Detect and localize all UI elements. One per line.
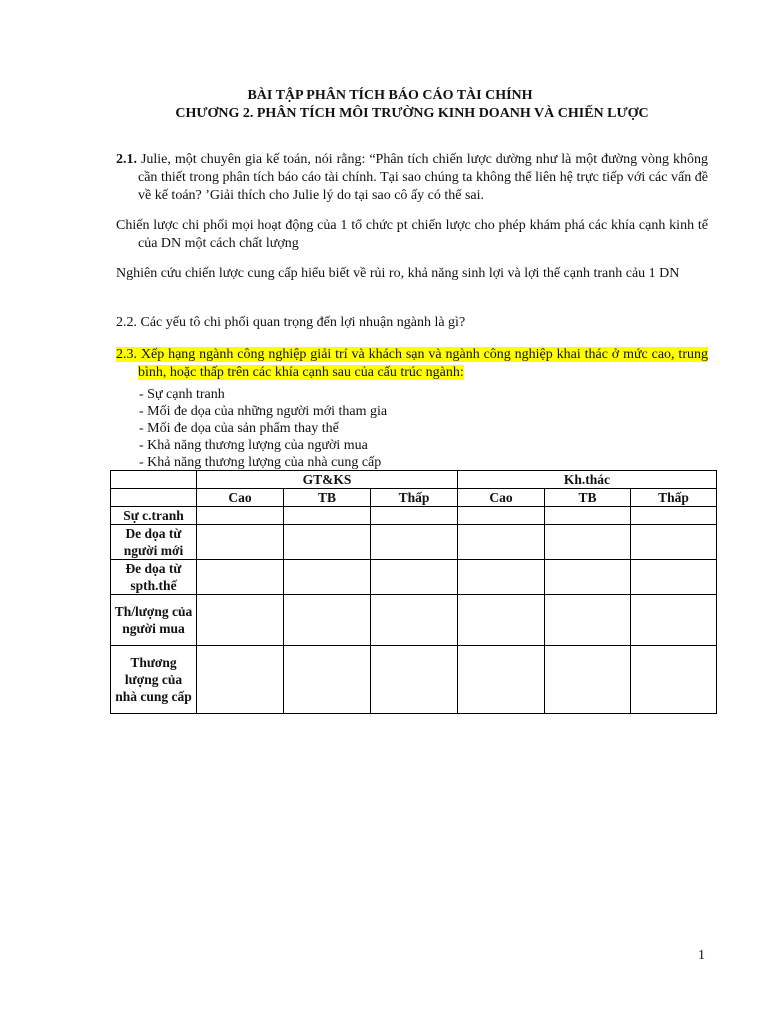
list-item: - Mối đe dọa của sản phẩm thay thế [139, 421, 339, 436]
table-corner-cell [111, 489, 197, 507]
table-cell [284, 507, 371, 525]
table-cell [284, 560, 371, 595]
table-row [111, 595, 717, 646]
table-cell [545, 560, 631, 595]
level-header: Thấp [631, 489, 717, 507]
table-cell [631, 525, 717, 560]
group-header-khthac: Kh.thác [458, 471, 717, 489]
level-header: TB [545, 489, 631, 507]
table-cell [371, 525, 458, 560]
question-2-1-number: 2.1. [116, 152, 137, 167]
chapter-title: CHƯƠNG 2. PHÂN TÍCH MÔI TRƯỜNG KINH DOANH VÀ CHIẾN LƯỢC [175, 106, 649, 121]
table-cell [631, 507, 717, 525]
table-cell [284, 525, 371, 560]
row-label: De dọa từ người mới [111, 525, 197, 560]
row-label: Th/lượng của người mua [111, 595, 197, 646]
question-2-2: 2.2. Các yếu tô chi phối quan trọng đến lợi nhuận ngành là gì? [116, 315, 466, 330]
table-cell [197, 595, 284, 646]
question-2-1 [116, 151, 708, 205]
table-cell [458, 525, 545, 560]
table-cell [284, 646, 371, 714]
table-subheader-row [111, 489, 717, 507]
table-row [111, 525, 717, 560]
table-header-row [111, 471, 717, 489]
list-item: - Mối đe dọa của những người mới tham gia [139, 404, 388, 419]
answer-paragraph-1 [116, 217, 708, 253]
group-header-gtks: GT&KS [197, 471, 458, 489]
table-cell [545, 595, 631, 646]
table-cell [197, 560, 284, 595]
table-cell [371, 507, 458, 525]
question-2-1-text: Julie, một chuyên gia kế toán, nói rằng: “Phân tích chiến lược dường như là một đường vòng không cần thiết trong phân tích báo cáo tài chính. Tại sao chúng ta không thể liên hệ trực tiếp với các vấn đề về kế toán? ’Giải thích cho Julie lý do tại sao cô ấy có thể sai. [137, 152, 708, 203]
table-cell [371, 646, 458, 714]
level-header: TB [284, 489, 371, 507]
level-header: Cao [197, 489, 284, 507]
table-row [111, 646, 717, 714]
table-cell [371, 595, 458, 646]
rating-table [110, 470, 717, 714]
list-item: - Sự cạnh tranh [139, 387, 225, 402]
page-number: 1 [698, 948, 705, 963]
list-item: - Khả năng thương lượng của nhà cung cấp [139, 455, 382, 470]
table-cell [197, 525, 284, 560]
level-header: Thấp [371, 489, 458, 507]
table-cell [458, 560, 545, 595]
row-label: Thương lượng của nhà cung cấp [111, 646, 197, 714]
table-row [111, 507, 717, 525]
factor-list [139, 386, 387, 471]
table-cell [371, 560, 458, 595]
table-cell [458, 507, 545, 525]
answer-2-text: Nghiên cứu chiến lược cung cấp hiểu biết về rủi ro, khả năng sinh lợi và lợi thế cạnh tranh cảu 1 DN [116, 266, 680, 281]
table-cell [458, 595, 545, 646]
row-label: Đe dọa từ spth.thế [111, 560, 197, 595]
level-header: Cao [458, 489, 545, 507]
table-cell [545, 507, 631, 525]
table-cell [631, 595, 717, 646]
question-2-3 [116, 346, 708, 382]
table-cell [284, 595, 371, 646]
table-cell [545, 525, 631, 560]
table-cell [631, 646, 717, 714]
table-row [111, 560, 717, 595]
list-item: - Khả năng thương lượng của người mua [139, 438, 368, 453]
table-cell [197, 507, 284, 525]
document-title: BÀI TẬP PHÂN TÍCH BÁO CÁO TÀI CHÍNH [247, 88, 533, 103]
answer-1-text: Chiến lược chi phối mọi hoạt động của 1 tổ chức pt chiến lược cho phép khám phá các khía cạnh kinh tế của DN một cách chất lượng [116, 218, 708, 251]
question-2-3-highlighted: 2.3. Xếp hạng ngành công nghiệp giải trí và khách sạn và ngành công nghiệp khai thác ở mức cao, trung bình, hoặc thấp trên các khía cạnh sau của cấu trúc ngành: [116, 347, 708, 380]
table-cell [545, 646, 631, 714]
table-cell [631, 560, 717, 595]
row-label: Sự c.tranh [111, 507, 197, 525]
answer-paragraph-2 [116, 265, 708, 283]
table-cell [458, 646, 545, 714]
table-corner-cell [111, 471, 197, 489]
table-cell [197, 646, 284, 714]
